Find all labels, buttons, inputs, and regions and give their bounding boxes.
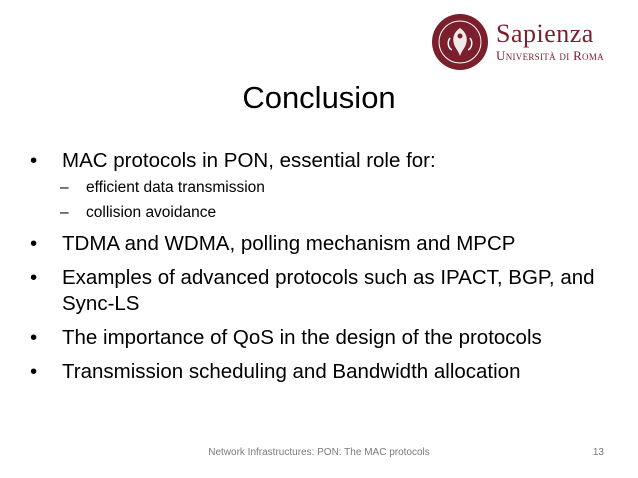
bullet-item — [26, 231, 626, 257]
bullet-text: Examples of advanced protocols such as IPACT, BGP, and Sync-LS — [62, 266, 595, 315]
dash-icon: – — [60, 204, 69, 221]
bullet-text: Transmission scheduling and Bandwidth allocation — [62, 360, 521, 383]
sapienza-seal-icon — [430, 12, 490, 72]
bullet-icon: • — [30, 232, 38, 255]
sub-bullet-text: efficient data transmission — [86, 179, 265, 196]
bullet-text: MAC protocols in PON, essential role for: — [62, 149, 436, 172]
bullet-item — [26, 325, 626, 351]
slide-title: Conclusion — [242, 80, 396, 115]
bullet-item — [26, 265, 626, 317]
bullet-icon: • — [30, 149, 38, 172]
bullet-item — [26, 359, 626, 385]
logo-subtitle: Università di Roma — [496, 48, 604, 63]
bullet-icon: • — [30, 360, 38, 383]
bullet-item — [26, 148, 626, 223]
bullet-list — [26, 148, 626, 393]
bullet-icon: • — [30, 266, 38, 289]
sub-bullet-text: collision avoidance — [86, 204, 217, 221]
page-number: 13 — [592, 447, 604, 458]
sub-bullet-list — [62, 178, 626, 223]
bullet-text: TDMA and WDMA, polling mechanism and MPCP — [62, 232, 516, 255]
logo-name: Sapienza — [496, 19, 594, 48]
logo-wordmark — [496, 20, 604, 63]
dash-icon: – — [60, 179, 69, 196]
bullet-icon: • — [30, 326, 38, 349]
sapienza-logo — [430, 12, 630, 72]
footer-text: Network Infrastructures: PON: The MAC protocols — [208, 447, 430, 458]
sub-bullet-item — [60, 203, 626, 223]
bullet-text: The importance of QoS in the design of the protocols — [62, 326, 542, 349]
sub-bullet-item — [60, 178, 626, 198]
